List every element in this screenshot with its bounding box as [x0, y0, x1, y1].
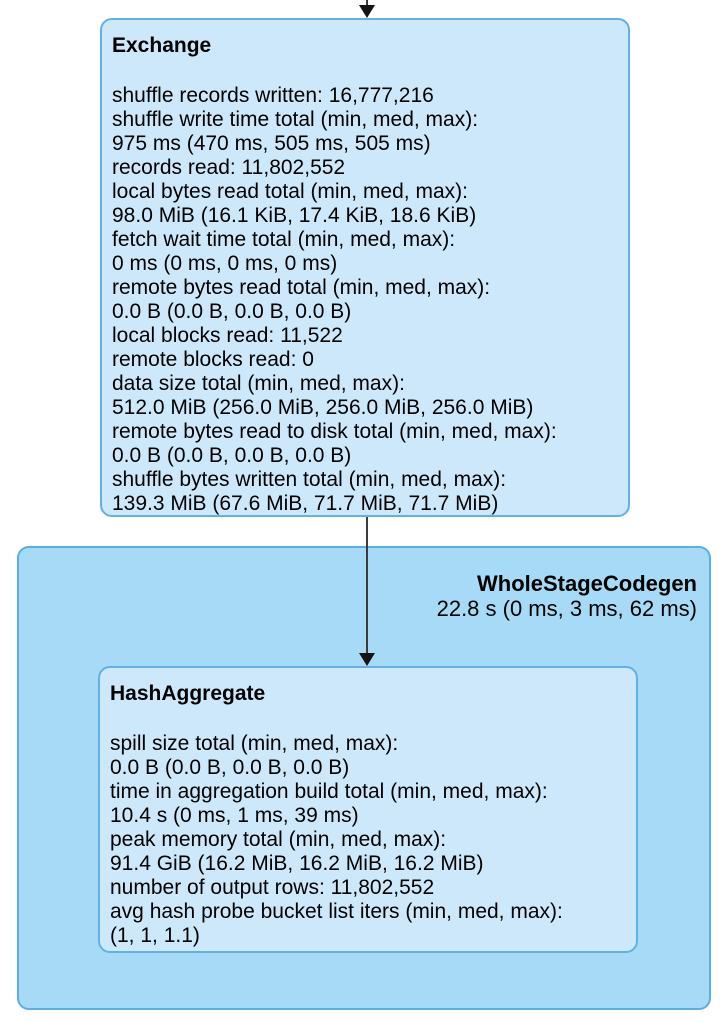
metric-line: remote bytes read total (min, med, max): [112, 276, 491, 299]
metric-line: 98.0 MiB (16.1 KiB, 17.4 KiB, 18.6 KiB) [112, 204, 477, 227]
node-exchange [100, 18, 630, 517]
metric-line: 0 ms (0 ms, 0 ms, 0 ms) [112, 252, 338, 275]
metric-line: 512.0 MiB (256.0 MiB, 256.0 MiB, 256.0 MiB) [112, 396, 534, 419]
arrow-down-icon [359, 653, 375, 666]
metric-line: shuffle bytes written total (min, med, max): [112, 468, 507, 491]
metric-line: (1, 1, 1.1) [110, 924, 200, 947]
edge-line [366, 517, 368, 654]
metric-line: 10.4 s (0 ms, 1 ms, 39 ms) [110, 804, 359, 827]
metric-line: local bytes read total (min, med, max): [112, 180, 468, 203]
metric-line: number of output rows: 11,802,552 [110, 876, 435, 899]
metric-line: peak memory total (min, med, max): [110, 828, 447, 851]
node-hashaggregate-metrics [110, 732, 626, 948]
metric-line: 0.0 B (0.0 B, 0.0 B, 0.0 B) [112, 300, 352, 323]
node-hashaggregate [98, 666, 638, 953]
metric-line: 975 ms (470 ms, 505 ms, 505 ms) [112, 132, 431, 155]
metric-line: local blocks read: 11,522 [112, 324, 343, 347]
node-exchange-title: Exchange [112, 34, 212, 57]
metric-line: 0.0 B (0.0 B, 0.0 B, 0.0 B) [110, 756, 350, 779]
metric-line: spill size total (min, med, max): [110, 732, 399, 755]
metric-line: remote bytes read to disk total (min, med, max): [112, 420, 557, 443]
metric-line: 139.3 MiB (67.6 MiB, 71.7 MiB, 71.7 MiB) [112, 492, 499, 515]
metric-line: time in aggregation build total (min, med, max): [110, 780, 548, 803]
arrow-down-icon [359, 5, 375, 18]
metric-line: fetch wait time total (min, med, max): [112, 228, 456, 251]
metric-line: shuffle records written: 16,777,216 [112, 84, 434, 107]
cluster-wholestagecodegen-duration: 22.8 s (0 ms, 3 ms, 62 ms) [436, 596, 697, 621]
metric-line: records read: 11,802,552 [112, 156, 346, 179]
metric-line: avg hash probe bucket list iters (min, med, max): [110, 900, 563, 923]
metric-line: remote blocks read: 0 [112, 348, 314, 371]
node-exchange-metrics [112, 84, 618, 516]
metric-line: 0.0 B (0.0 B, 0.0 B, 0.0 B) [112, 444, 352, 467]
cluster-label [437, 571, 697, 621]
metric-line: 91.4 GiB (16.2 MiB, 16.2 MiB, 16.2 MiB) [110, 852, 484, 875]
metric-line: data size total (min, med, max): [112, 372, 405, 395]
metric-line: shuffle write time total (min, med, max): [112, 108, 479, 131]
node-hashaggregate-title: HashAggregate [110, 682, 266, 705]
cluster-wholestagecodegen-title: WholeStageCodegen [476, 571, 697, 596]
